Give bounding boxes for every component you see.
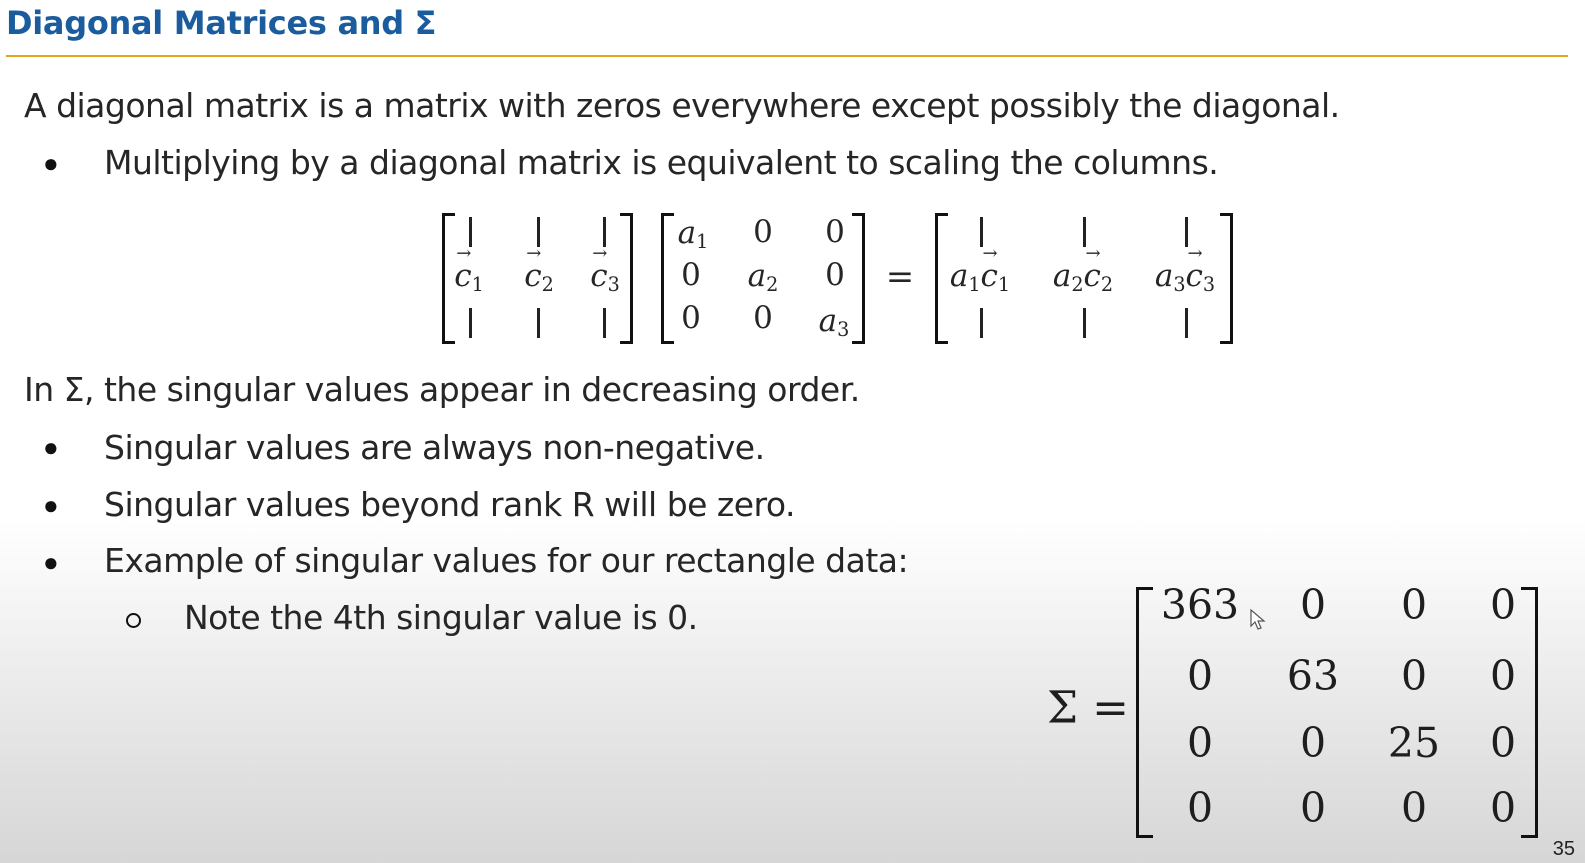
sigma-left-bracket	[1136, 587, 1153, 838]
sigma-order-text: In Σ, the singular values appear in decreasing order.	[24, 370, 860, 409]
page-number: 35	[1552, 838, 1575, 860]
bullet-scaling-columns: Multiplying by a diagonal matrix is equivalent to scaling the columns.	[104, 143, 1219, 182]
matrix-a-zero: 0	[681, 300, 701, 336]
title-divider	[6, 55, 1568, 57]
result-a1c1: $a_1\to c_1$	[950, 258, 1010, 296]
sigma-cell-r3-c2: 0	[1299, 719, 1327, 767]
sigma-cell-r4-c3: 0	[1400, 784, 1428, 832]
intro-text: A diagonal matrix is a matrix with zeros everywhere except possibly the diagonal.	[24, 86, 1340, 125]
sub-bullet-circle	[126, 613, 141, 628]
vector-c3: → $c_3$	[590, 258, 620, 296]
sigma-cell-r1-c3: 0	[1400, 581, 1428, 629]
sigma-cell-r3-c1: 0	[1186, 719, 1214, 767]
vector-c1: → $c_1$	[454, 258, 484, 296]
equals-sign: =	[885, 257, 915, 297]
sigma-cell-r3-c3: 25	[1387, 719, 1441, 767]
column-bar	[980, 308, 983, 338]
sigma-cell-r1-c2: 0	[1299, 581, 1327, 629]
column-bar	[537, 308, 540, 338]
matrix-c-right-bracket	[620, 213, 633, 344]
vector-c2: → $c_2$	[524, 258, 554, 296]
column-bar	[603, 308, 606, 338]
matrix-a-a1: $a_1$	[677, 215, 709, 253]
bullet-dot: ●	[43, 148, 59, 178]
result-a2c2: $a_2\to c_2$	[1053, 258, 1113, 296]
sigma-cell-r1-c1: 363	[1160, 581, 1240, 629]
sigma-label: Σ =	[1047, 682, 1129, 734]
result-left-bracket	[935, 213, 948, 344]
matrix-a-zero: 0	[753, 214, 773, 250]
matrix-a-a3: $a_3$	[818, 303, 850, 341]
matrix-c-left-bracket	[442, 213, 455, 344]
sigma-cell-r3-c4: 0	[1489, 719, 1517, 767]
sigma-cell-r4-c2: 0	[1299, 784, 1327, 832]
bullet-example: Example of singular values for our rectangle data:	[104, 541, 909, 580]
bullet-dot: ●	[43, 547, 59, 577]
slide-title: Diagonal Matrices and Σ	[6, 4, 437, 42]
column-bar	[1083, 308, 1086, 338]
result-a3c3: $a_3\to c_3$	[1155, 258, 1215, 296]
matrix-a-zero: 0	[753, 300, 773, 336]
column-bar	[1185, 308, 1188, 338]
sigma-cell-r2-c3: 0	[1400, 652, 1428, 700]
bullet-dot: ●	[43, 432, 59, 462]
matrix-a-a2: $a_2$	[747, 258, 779, 296]
matrix-a-left-bracket	[661, 213, 674, 344]
sigma-cell-r4-c4: 0	[1489, 784, 1517, 832]
sigma-cell-r2-c1: 0	[1186, 652, 1214, 700]
bullet-dot: ●	[43, 490, 59, 520]
sigma-cell-r4-c1: 0	[1186, 784, 1214, 832]
column-bar	[469, 308, 472, 338]
sigma-cell-r2-c2: 63	[1286, 652, 1340, 700]
matrix-a-zero: 0	[825, 257, 845, 293]
matrix-a-right-bracket	[852, 213, 865, 344]
result-right-bracket	[1220, 213, 1233, 344]
bullet-rank-zero: Singular values beyond rank R will be zero.	[104, 485, 795, 524]
sigma-cell-r2-c4: 0	[1489, 652, 1517, 700]
matrix-a-zero: 0	[681, 257, 701, 293]
mouse-cursor-icon	[1250, 609, 1266, 631]
sigma-right-bracket	[1521, 587, 1538, 838]
sub-bullet-fourth-zero: Note the 4th singular value is 0.	[184, 598, 698, 637]
bullet-non-negative: Singular values are always non-negative.	[104, 428, 765, 467]
matrix-a-zero: 0	[825, 214, 845, 250]
sigma-cell-r1-c4: 0	[1489, 581, 1517, 629]
